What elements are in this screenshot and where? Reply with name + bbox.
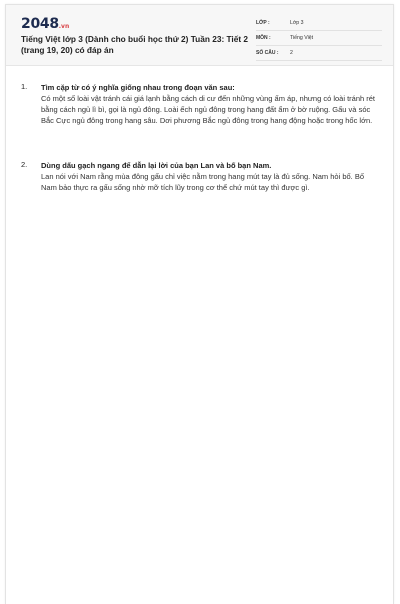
meta-label-class: LỚP :: [256, 20, 270, 26]
question-body: [41, 160, 381, 193]
question-heading: Tìm cặp từ có ý nghĩa giống nhau trong đoạn văn sau:: [41, 83, 235, 92]
meta-row-subject: [256, 31, 382, 46]
logo-domain: .vn: [58, 23, 70, 30]
meta-value-class: Lớp 3: [290, 20, 304, 26]
site-logo[interactable]: [21, 16, 69, 35]
meta-value-count: 2: [290, 50, 293, 56]
document-header: [6, 5, 393, 65]
meta-label-count: SỐ CÂU :: [256, 50, 279, 56]
meta-value-subject: Tiếng Việt: [290, 35, 314, 41]
header-divider: [6, 65, 393, 66]
question-text: Có một số loài vật tránh cái giá lạnh bằng cách di cư đến những vùng ấm áp, nhưng có loài tránh rét bằng cách ngủ lì bì, gọi là ngủ đông. Loài ếch ngủ đông trong hang đất ẩm ở bờ ruộng. Gấu và sóc Bắc Cực ngủ đông trong hang sâu. Dơi phương Bắc ngủ đông trong hang động hoặc trong hốc lớn.: [41, 94, 376, 125]
meta-row-class: [256, 16, 382, 31]
meta-label-subject: MÔN :: [256, 35, 271, 41]
question-number: 1.: [21, 82, 28, 91]
logo-text: 2048: [21, 16, 59, 32]
question-heading: Dùng dấu gạch ngang để dẫn lại lời của bạn Lan và bố bạn Nam.: [41, 161, 272, 170]
question-number: 2.: [21, 160, 28, 169]
meta-row-count: [256, 46, 382, 61]
document-page: [5, 4, 394, 604]
question-text: Lan nói với Nam rằng mùa đông gấu chỉ việc nằm trong hang mút tay là đủ sống. Nam hỏi bố. Bố Nam bảo thực ra gấu sống nhờ mỡ tích lũy trong cơ thể chứ mút tay thì được gì.: [41, 172, 365, 192]
question-body: [41, 82, 381, 126]
meta-info: [256, 16, 382, 61]
document-title: Tiếng Việt lớp 3 (Dành cho buổi học thứ 2) Tuần 23: Tiết 2 (trang 19, 20) có đáp án: [21, 34, 249, 55]
